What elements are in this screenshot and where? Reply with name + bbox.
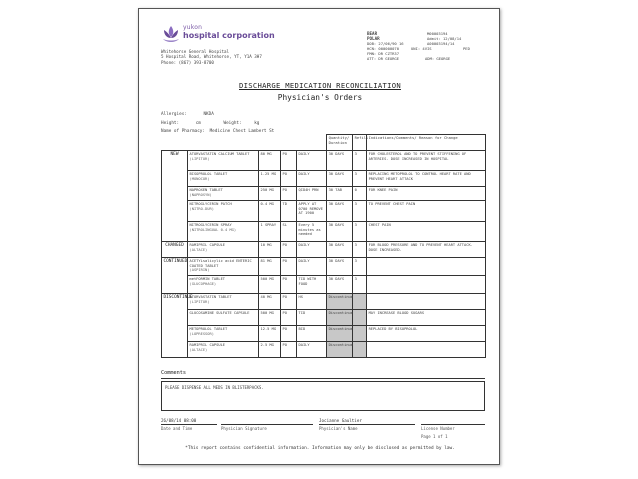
date-line (161, 424, 217, 425)
quantity-cell: 30 DAYS (327, 201, 353, 222)
header-refill: Refill (353, 135, 367, 151)
indication-cell: FOR KNEE PAIN (367, 187, 486, 201)
drug-name: RAMIPRIL CAPSULE (189, 343, 226, 347)
dose-cell: 2.5 MG (259, 342, 281, 358)
drug-name: GLUCOSAMINE SULFATE CAPSULE (189, 311, 250, 315)
dose-cell: 10 MG (259, 242, 281, 258)
route-cell: PO (281, 151, 297, 171)
indication-cell (367, 294, 486, 310)
dose-cell: 500 MG (259, 310, 281, 326)
drug-name: NAPROXEN TABLET (189, 188, 223, 192)
dose-cell: 500 MG (259, 276, 281, 294)
quantity-cell: 30 DAYS (327, 242, 353, 258)
route-cell: PO (281, 342, 297, 358)
refill-cell: 0 (353, 187, 367, 201)
document-subtitle: Physician's Orders (277, 93, 363, 102)
patient-last-name: BEAR (367, 31, 378, 36)
section-label: CONTINUED (162, 258, 188, 294)
pharmacy-value: Medicine Chest Lambert St (209, 129, 275, 134)
quantity-cell: Discontinue (327, 326, 353, 342)
table-row (162, 326, 486, 342)
drug-brand: (MONOCOR) (189, 176, 210, 181)
route-cell: PO (281, 258, 297, 276)
signature-line (221, 424, 313, 425)
drug-brand: (LOPRESSOR) (189, 331, 214, 336)
license-number-label: License Number (421, 426, 455, 431)
quantity-cell: 30 DAYS (327, 258, 353, 276)
refill-cell: 3 (353, 222, 367, 242)
medication-table (161, 134, 486, 358)
date-label: Date and Time (161, 426, 193, 431)
drug-name: ATORVASTATIN TABLET (189, 295, 232, 299)
comments-label: Comments (161, 370, 186, 376)
drug-brand: (NITRO-DUR) (189, 206, 214, 211)
patient-att: ATT: DR GEORGE (367, 56, 400, 62)
header-spacer (162, 135, 327, 151)
patient-mrn: M00003194 (427, 31, 448, 36)
drug-name: METOPROLOL TABLET (189, 327, 228, 331)
height-weight-line (161, 121, 259, 126)
drug-cell (188, 187, 259, 201)
drug-cell (188, 258, 259, 276)
refill-cell: 3 (353, 242, 367, 258)
dose-cell: 12.5 MG (259, 326, 281, 342)
frequency-cell: QID4H PRN (297, 187, 327, 201)
table-row (162, 187, 486, 201)
quantity-cell: 30 DAYS (327, 222, 353, 242)
hospital-address: 5 Hospital Road, Whitehorse, YT, Y1A 3H7 (161, 54, 262, 60)
patient-hcn: HCN: 000000070 (367, 46, 400, 52)
indication-cell: FOR BLOOD PRESSURE AND TO PREVENT HEART ATTACK. DOSE INCREASED. (367, 242, 486, 258)
quantity-cell: 30 TAB (327, 187, 353, 201)
frequency-cell: DAILY (297, 342, 327, 358)
pharmacy-label: Name of Pharmacy: (161, 129, 205, 134)
quantity-cell: 30 DAYS (327, 171, 353, 187)
dose-cell: 80 MG (259, 151, 281, 171)
allergies-label: Allergies: (161, 112, 187, 117)
patient-admit: Admit: 12/08/14 (427, 36, 462, 42)
comments-box: PLEASE DISPENSE ALL MEDS IN BLISTERPACKS. (161, 381, 485, 411)
table-header-row (162, 135, 486, 151)
quantity-cell: Discontinue (327, 342, 353, 358)
drug-name: RAMIPRIL CAPSULE (189, 243, 226, 247)
dose-cell: 1.25 MG (259, 171, 281, 187)
drug-brand: (LIPITOR) (189, 299, 210, 304)
patient-fmn: FMN: DR CZTR37 (367, 51, 400, 57)
frequency-cell: DAILY (297, 151, 327, 171)
frequency-cell: TID WITH FOOD (297, 276, 327, 294)
refill-cell (353, 342, 367, 358)
drug-brand: (ALTACE) (189, 347, 208, 352)
refill-cell: 3 (353, 171, 367, 187)
allergies-line (161, 112, 214, 117)
drug-name: ATORVASTATIN CALCIUM TABLET (189, 152, 250, 156)
drug-cell (188, 326, 259, 342)
route-cell: PO (281, 187, 297, 201)
indication-cell (367, 258, 486, 276)
drug-name: metFORMIN TABLET (189, 277, 226, 281)
drug-cell (188, 242, 259, 258)
dose-cell: 1 SPRAY (259, 222, 281, 242)
page-number: Page 1 of 1 (421, 434, 448, 439)
table-row (162, 242, 486, 258)
route-cell: PO (281, 326, 297, 342)
weight-unit: kg (254, 121, 260, 126)
drug-brand: (LIPITOR) (189, 156, 210, 161)
dose-cell: 250 MG (259, 187, 281, 201)
weight-label: Weight: (223, 121, 242, 126)
table-row (162, 171, 486, 187)
signature-date-value: 26/08/14 08:00 (161, 418, 197, 423)
table-row (162, 276, 486, 294)
table-row (162, 294, 486, 310)
header-indications: Indications/Comments/ Reason for Change (367, 135, 486, 151)
document-title: DISCHARGE MEDICATION RECONCILIATION (239, 81, 401, 90)
refill-cell (353, 326, 367, 342)
drug-cell (188, 201, 259, 222)
table-row (162, 342, 486, 358)
allergies-value: NKDA (203, 112, 214, 117)
hospital-name: Whitehorse General Hospital (161, 49, 230, 54)
comments-divider (161, 378, 485, 379)
route-cell: PO (281, 276, 297, 294)
dose-cell: 81 MG (259, 258, 281, 276)
medication-table-body (162, 151, 486, 358)
table-row (162, 151, 486, 171)
route-cell: TD (281, 201, 297, 222)
dose-cell: 0.4 MG (259, 201, 281, 222)
brand-line-1: yukon (183, 24, 203, 31)
patient-attending: ADM: GEORGE (425, 56, 451, 62)
physician-name-line (319, 424, 415, 425)
physician-signature-label: Physician Signature (221, 426, 267, 431)
drug-cell (188, 294, 259, 310)
physician-name-value: Jocianne Gaultier (319, 418, 362, 423)
section-label: DISCONTINUE (162, 294, 188, 358)
table-row (162, 201, 486, 222)
refill-cell: 3 (353, 258, 367, 276)
drug-cell (188, 276, 259, 294)
height-label: Height: (161, 121, 180, 126)
drug-name: NITROGLYCERIN PATCH (189, 202, 232, 206)
drug-brand: (NITROLINGUAL 0.4 MG) (189, 227, 237, 232)
indication-cell: MAY INCREASE BLOOD SUGARS (367, 310, 486, 326)
brand-logo (161, 23, 275, 45)
table-row (162, 310, 486, 326)
patient-account: A00003194/14 (427, 41, 455, 47)
drug-cell (188, 310, 259, 326)
route-cell: PO (281, 294, 297, 310)
lotus-logo-icon (161, 23, 181, 45)
license-line (421, 424, 485, 425)
route-cell: PO (281, 242, 297, 258)
drug-cell (188, 342, 259, 358)
quantity-cell: Discontinue (327, 294, 353, 310)
indication-cell: TO PREVENT CHEST PAIN (367, 201, 486, 222)
indication-cell (367, 342, 486, 358)
hospital-info (161, 49, 262, 65)
header-quantity: Quantity/ Duration (327, 135, 353, 151)
patient-ped: PED (463, 46, 470, 52)
quantity-cell: 30 DAYS (327, 276, 353, 294)
frequency-cell: APPLY AT 0700 REMOVE AT 1900 (297, 201, 327, 222)
refill-cell: 3 (353, 276, 367, 294)
drug-brand: (ALTACE) (189, 247, 208, 252)
hospital-phone: Phone: (867) 393-8700 (161, 59, 214, 65)
route-cell: PO (281, 310, 297, 326)
document-page (138, 8, 500, 465)
frequency-cell: DAILY (297, 258, 327, 276)
drug-brand: (ASPIRIN) (189, 268, 210, 272)
route-cell: SL (281, 222, 297, 242)
table-row (162, 258, 486, 276)
route-cell: PO (281, 171, 297, 187)
indication-cell: REPLACED BY BISOPROLOL (367, 326, 486, 342)
indication-cell: CHEST PAIN (367, 222, 486, 242)
frequency-cell: TID (297, 310, 327, 326)
refill-cell (353, 310, 367, 326)
refill-cell: 3 (353, 201, 367, 222)
height-unit: cm (195, 121, 201, 126)
drug-brand: (GLUCOPHAGE) (189, 281, 217, 286)
quantity-cell: Discontinue (327, 310, 353, 326)
drug-cell (188, 151, 259, 171)
dose-cell: 40 MG (259, 294, 281, 310)
quantity-cell: 30 DAYS (327, 151, 353, 171)
frequency-cell: BID (297, 326, 327, 342)
frequency-cell: HS (297, 294, 327, 310)
section-label: NEW (162, 151, 188, 242)
patient-unit: UNI: 4VIS (411, 46, 432, 52)
refill-cell (353, 294, 367, 310)
frequency-cell: DAILY (297, 171, 327, 187)
brand-line-2: hospital corporation (183, 31, 275, 40)
refill-cell: 3 (353, 151, 367, 171)
drug-cell (188, 222, 259, 242)
section-label: CHANGED (162, 242, 188, 258)
indication-cell (367, 276, 486, 294)
drug-name: BISOPROLOL TABLET (189, 172, 228, 176)
indication-cell: FOR CHOLESTEROL AND TO PREVENT STIFFENING OF ARTERIES. DOSE INCREASED IN HOSPITAL (367, 151, 486, 171)
drug-name: ACETYLsalicylic acid ENTERIC COATED TABLET (189, 259, 252, 268)
indication-cell: REPLACING METOPROLOL TO CONTROL HEART RATE AND PREVENT HEART ATTACK (367, 171, 486, 187)
patient-dob: DOB: 27/06/90 16 (367, 41, 404, 47)
confidentiality-footer: *This report contains confidential information. Information may only be disclosed as permitted by law. (185, 446, 455, 451)
frequency-cell: DAILY (297, 242, 327, 258)
patient-first-name: POLAR (367, 36, 380, 42)
frequency-cell: Every 5 minutes as needed (297, 222, 327, 242)
drug-brand: (NAPROSYN) (189, 192, 212, 197)
drug-name: NITROGLYCERIN SPRAY (189, 223, 232, 227)
physician-name-label: Physician's Name (319, 426, 358, 431)
table-row (162, 222, 486, 242)
patient-label (367, 31, 470, 62)
drug-cell (188, 171, 259, 187)
